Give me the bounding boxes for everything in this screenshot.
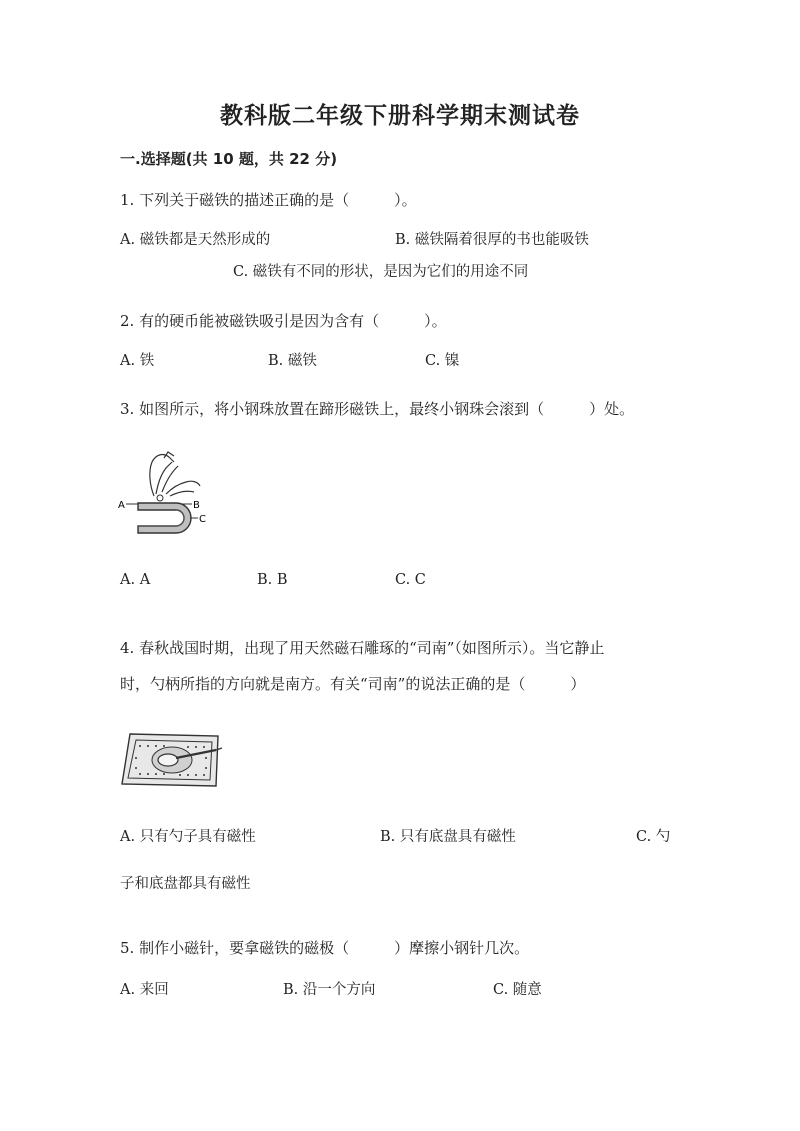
question-5-option-a: A. 来回	[120, 982, 169, 998]
sinan-compass-figure	[118, 728, 228, 792]
question-4-option-c: C. 勺	[636, 829, 671, 845]
magnet-shape	[138, 503, 191, 533]
question-5-stem: 5. 制作小磁针，要拿磁铁的磁极（ ）摩擦小钢针几次。	[120, 939, 530, 957]
question-3-stem: 3. 如图所示，将小钢珠放置在蹄形磁铁上，最终小钢珠会滚到（ ）处。	[120, 400, 635, 418]
question-4-option-c-continued: 子和底盘都具有磁性	[120, 876, 251, 892]
question-3-option-c: C. C	[395, 572, 426, 588]
question-2-option-b: B. 磁铁	[268, 353, 317, 369]
horseshoe-magnet-figure	[116, 448, 216, 543]
question-3-option-b: B. B	[257, 572, 288, 588]
question-1-option-c: C. 磁铁有不同的形状，是因为它们的用途不同	[233, 264, 529, 280]
page-title: 教科版二年级下册科学期末测试卷	[220, 103, 580, 129]
label-a: A	[118, 500, 125, 511]
question-4-stem-line-2: 时，勺柄所指的方向就是南方。有关“司南”的说法正确的是（ ）	[120, 675, 586, 693]
section-heading: 一.选择题(共 10 题，共 22 分)	[120, 150, 338, 168]
spoon-bowl	[158, 754, 178, 766]
question-1-option-a: A. 磁铁都是天然形成的	[120, 232, 271, 248]
label-c: C	[199, 514, 206, 525]
question-2-option-c: C. 镍	[425, 353, 460, 369]
question-1-option-b: B. 磁铁隔着很厚的书也能吸铁	[395, 232, 589, 248]
question-2-stem: 2. 有的硬币能被磁铁吸引是因为含有（ ）。	[120, 312, 447, 330]
label-b: B	[193, 500, 200, 511]
hand-illustration	[150, 452, 200, 496]
question-4-option-a: A. 只有勺子具有磁性	[120, 829, 256, 845]
question-2-option-a: A. 铁	[120, 353, 155, 369]
question-5-option-b: B. 沿一个方向	[283, 982, 376, 998]
question-4-stem-line-1: 4. 春秋战国时期，出现了用天然磁石雕琢的“司南”（如图所示）。当它静止	[120, 639, 605, 657]
question-4-option-b: B. 只有底盘具有磁性	[380, 829, 516, 845]
question-1-stem: 1. 下列关于磁铁的描述正确的是（ ）。	[120, 191, 417, 209]
steel-ball	[157, 495, 163, 501]
question-3-option-a: A. A	[120, 572, 151, 588]
question-5-option-c: C. 随意	[493, 982, 542, 998]
